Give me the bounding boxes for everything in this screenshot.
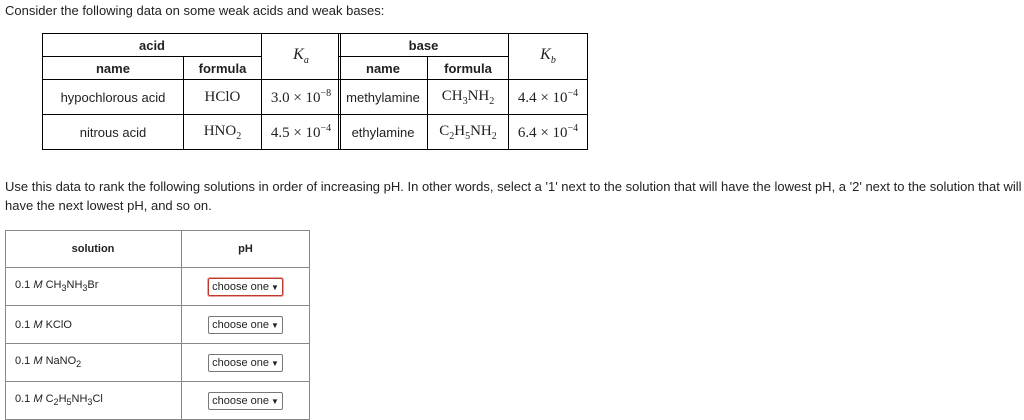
solution-row (6, 344, 310, 382)
base-formula-header: formula (428, 57, 509, 80)
base-formula: $C_2H_5NH_2$ (428, 115, 509, 150)
base-table (338, 33, 588, 150)
ph-header: pH (182, 231, 310, 268)
acid-formula: HClO (183, 80, 261, 115)
chevron-down-icon: ▼ (270, 282, 279, 292)
chevron-down-icon: ▼ (270, 358, 279, 368)
solution-row (6, 382, 310, 420)
solution-label: 0.1 M KClO (6, 306, 182, 344)
acid-name: hypochlorous acid (43, 80, 184, 115)
acid-row (43, 80, 341, 115)
acid-name-header: name (43, 57, 184, 80)
acid-row (43, 115, 341, 150)
acid-ka-value: $3.0 \times 10^{-8}$ (262, 80, 341, 115)
base-row (339, 80, 588, 115)
acid-group-header: acid (43, 34, 262, 57)
instruction-text: Use this data to rank the following solutions in order of increasing pH. In other words, select a '1' next to the solution that will have the lowest pH, a '2' next to the solution that will have the next lowest pH, and so on. (5, 179, 1022, 213)
base-name: ethylamine (339, 115, 428, 150)
base-row (339, 115, 588, 150)
acid-formula: $HNO_2$ (183, 115, 261, 150)
ph-rank-select[interactable]: choose one ▼ (208, 354, 283, 372)
base-formula: $CH_3NH_2$ (428, 80, 509, 115)
solution-label: 0.1 M NaNO$_2$ (6, 344, 182, 382)
solution-label: 0.1 M $C_2H_5NH_3Cl$ (6, 382, 182, 420)
acid-formula-header: formula (183, 57, 261, 80)
solution-header: solution (6, 231, 182, 268)
solution-label: 0.1 M $CH_3NH_3Br$ (6, 268, 182, 306)
solution-row (6, 268, 310, 306)
chevron-down-icon: ▼ (270, 320, 279, 330)
base-name-header: name (339, 57, 428, 80)
solution-row (6, 306, 310, 344)
base-kb-value: $4.4 \times 10^{-4}$ (509, 80, 588, 115)
acid-name: nitrous acid (43, 115, 184, 150)
intro-text: Consider the following data on some weak acids and weak bases: (5, 3, 385, 18)
acid-table (42, 33, 341, 150)
kb-header: $K_b$ (509, 34, 588, 80)
ranking-table (5, 230, 310, 420)
base-group-header: base (339, 34, 509, 57)
chevron-down-icon: ▼ (270, 396, 279, 406)
ph-rank-select[interactable]: choose one ▼ (208, 392, 283, 410)
acid-ka-value: $4.5 \times 10^{-4}$ (262, 115, 341, 150)
ka-header: $K_a$ (262, 34, 341, 80)
base-kb-value: $6.4 \times 10^{-4}$ (509, 115, 588, 150)
base-name: methylamine (339, 80, 428, 115)
ph-rank-select[interactable]: choose one ▼ (208, 316, 283, 334)
ph-rank-select[interactable]: choose one ▼ (208, 278, 283, 296)
